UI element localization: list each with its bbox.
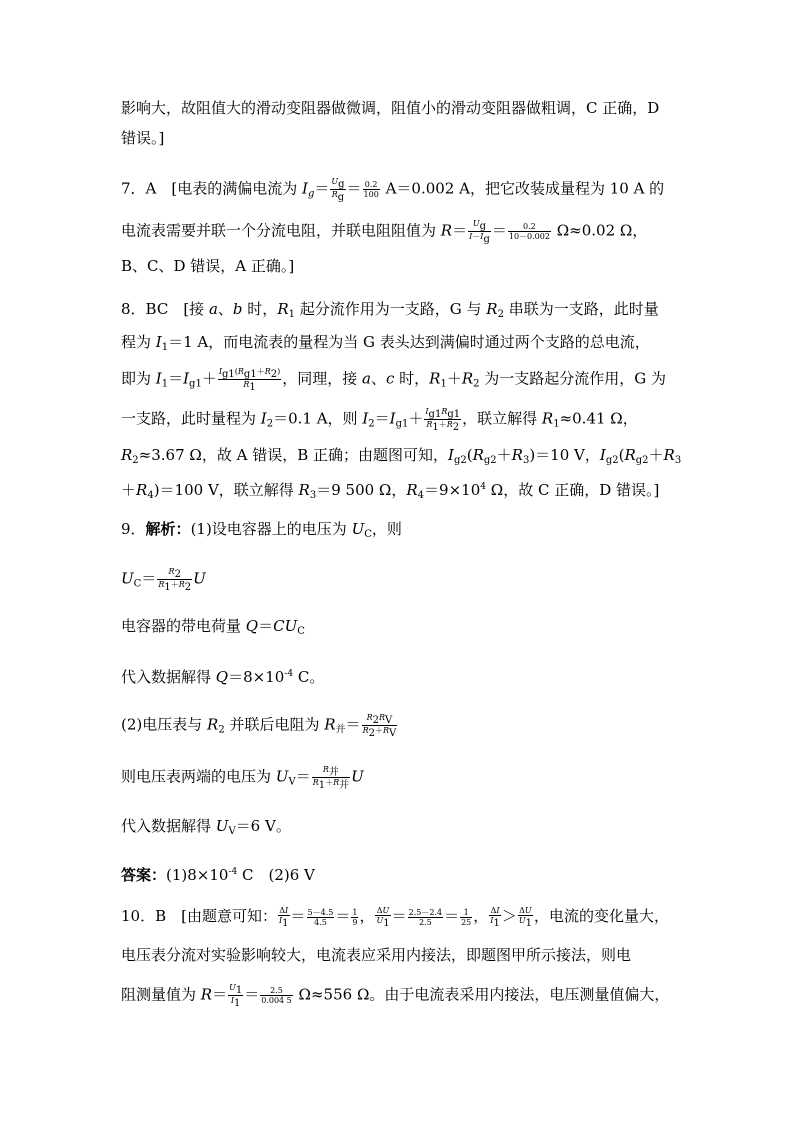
text-line-11: $+R_4)=100$ V，联立解得 $R_3=9$ 500 Ω，$R_4=9\times 10^4$ Ω，故 C 正确，D 错误。]: [121, 481, 660, 501]
text-line-7: 程为 $I_1=1$ A，而电流表的量程为当 G 表头达到满偏时通过两个支路的总电流，: [121, 333, 650, 353]
text-line-2: 错误。]: [121, 129, 165, 147]
text-line-22: 阻测量值为 R＝ $\frac{U_1}{I_1}$ ＝ $\frac{2.5}{0.004 5}$ Ω≈556 Ω。由于电流表采用内接法，电压测量值偏大，: [121, 983, 670, 1009]
text-line-9: 一支路，此时量程为 $I_2=0.1$ A，则 $I_2=I_{g1}+$ $\frac{I_{g1}R_{g1}}{R_1+R_2}$ ，联立解得 $R_1\approx 0.41$ Ω，: [121, 407, 638, 433]
text-line-14: 电容器的带电荷量 $Q=CU_C$: [121, 617, 305, 637]
text-line-15: 代入数据解得 $Q=8\times 10^{-4}$ C。: [121, 668, 325, 686]
text-line-17: 则电压表两端的电压为 $U_V=$ $\frac{R_并}{R_1+R_并}$ U: [121, 765, 364, 791]
text-line-21: 电压表分流对实验影响较大，电流表应采用内接法，即题图甲所示接法，则电: [121, 946, 632, 964]
text-line-4: 电流表需要并联一个分流电阻，并联电阻阻值为 R＝ $\frac{U_g}{I-I_g}$ ＝ $\frac{0.2}{10-0.002}$ Ω≈0.02 Ω，: [121, 219, 648, 245]
text-line-1: 影响大，故阻值大的滑动变阻器做微调，阻值小的滑动变阻器做粗调，C 正确，D: [121, 99, 660, 117]
text-line-6: 8．BC [接 a、b 时，$R_1$ 起分流作用为一支路，G 与 $R_2$ 串联为一支路，此时量: [121, 300, 659, 320]
text-line-10: $R_2\approx 3.67$ Ω，故 A 错误，B 正确；由题图可知，$I_{g2}(R_{g2}+R_3)=10$ V，$I_{g2}(R_{g2}+R_3$: [121, 446, 682, 466]
text-line-5: B、C、D 错误，A 正确。]: [121, 257, 295, 275]
text-line-20: 10．B [由题意可知： $\frac{\Delta I}{I_1}$ ＝ $\frac{5-4.5}{4.5}$ ＝ $\frac{1}{9}$ ， $\frac{\Delta U}{U_1}$ ＝ $\frac{2.5-2.4}{2.5}$ ＝ $\frac{1}{25}$ ， $\frac{\Delta I}{I_1}$ ＞ $\frac{\Delta U}{U_1}$ ，电流的变化量大，: [121, 906, 669, 929]
text-line-13: $U_C=$ $\frac{R_2}{R_1+R_2}$ U: [121, 567, 206, 593]
text-line-3: 7．A [电表的满偏电流为 $I_g=$ $\frac{U_g}{R_g}$ ＝ $\frac{0.2}{100}$ A＝0.002 A，把它改装成量程为 10 A 的: [121, 177, 665, 203]
text-line-19: 答案：$(1)8\times 10^{-4}$ C (2)6 V: [121, 866, 315, 884]
text-line-16: (2)电压表与 $R_2$ 并联后电阻为 $R_并=$ $\frac{R_2R_V}{R_2+R_V}$: [121, 713, 397, 739]
text-line-18: 代入数据解得 $U_V=6$ V。: [121, 817, 291, 837]
text-line-8: 即为 $I_1=I_{g1}+$ $\frac{I_{g1}(R_{g1}+R_2)}{R_1}$ ，同理，接 a、c 时，$R_1+R_2$ 为一支路起分流作用，G 为: [121, 367, 667, 393]
text-line-12: 9．解析：(1)设电容器上的电压为 $U_C$，则: [121, 520, 402, 540]
